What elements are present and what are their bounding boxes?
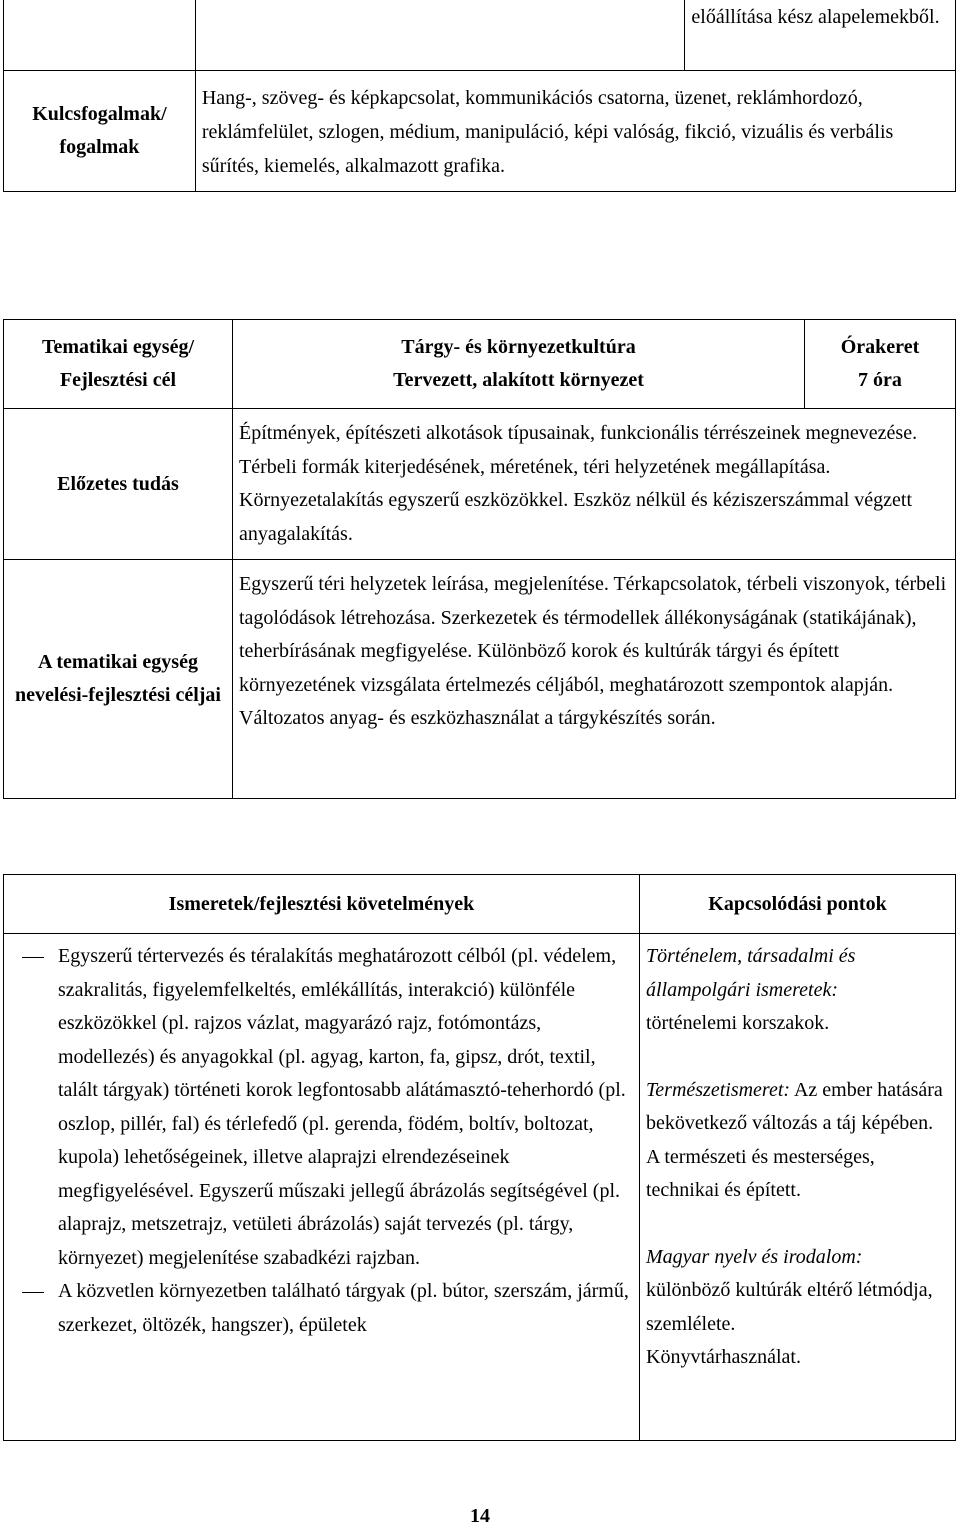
link-literature-text2: Könyvtárhasználat. <box>646 1346 801 1368</box>
links-list <box>640 934 956 1441</box>
production-cell: előállítása kész alapelemekből. <box>685 0 956 70</box>
unit-header-label: Tematikai egység/ Fejlesztési cél <box>4 320 233 409</box>
page-number: 14 <box>470 1505 490 1527</box>
requirement-item <box>14 1275 635 1342</box>
link-literature-subject: Magyar nyelv és irodalom: <box>646 1245 863 1268</box>
requirements-list <box>4 934 640 1441</box>
link-science-text: Az ember hatására bekövetkező változás a táj képében. <box>646 1078 943 1134</box>
empty-cell <box>195 0 685 70</box>
unit-title-line1: Tárgy- és környezetkultúra <box>401 336 636 358</box>
unit-title <box>233 320 805 409</box>
goals-label: A tematikai egység nevelési-fejlesztési céljai <box>4 560 233 799</box>
unit-table <box>3 319 956 799</box>
link-history-text: történelemi korszakok. <box>646 1012 830 1034</box>
empty-cell <box>4 0 196 70</box>
prior-knowledge-text: Építmények, építészeti alkotások típusainak, funkcionális térrészeinek megnevezése. Térbeli formák kiterjedésének, méretének, téri helyzetének megállapítása. Környezetalakítás egyszerű eszközökkel. Eszköz nélkül és kéziszerszámmal végzett anyagalakítás. <box>233 409 956 560</box>
link-science-subject: Természetismeret: <box>646 1078 791 1101</box>
link-literature-text: különböző kultúrák eltérő létmódja, szemlélete. <box>646 1279 933 1335</box>
keywords-text: Hang-, szöveg- és képkapcsolat, kommunikációs csatorna, üzenet, reklámhordozó, reklámfelület, szlogen, médium, manipuláció, képi valóság, fikció, vizuális és verbális sűrítés, kiemelés, alkalmazott grafika. <box>195 70 955 191</box>
hours-label: Órakeret <box>840 336 920 358</box>
keywords-label: Kulcsfogalmak/ fogalmak <box>4 70 196 191</box>
requirements-header: Ismeretek/fejlesztési követelmények <box>4 875 640 934</box>
requirement-item <box>14 940 635 1275</box>
dash-bullet <box>14 1275 58 1342</box>
prior-knowledge-label: Előzetes tudás <box>4 409 233 560</box>
goals-text: Egyszerű téri helyzetek leírása, megjelenítése. Térkapcsolatok, térbeli viszonyok, térbeli tagolódások létrehozása. Szerkezetek és térmodellek állékonyságának (statikájának), teherbírásának megfigyelése. Különböző korok és kultúrák tárgyi és épített környezetének vizsgálata értelmezés céljából, meghatározott szempontok alapján. Változatos anyag- és eszközhasználat a tárgykészítés során. <box>233 560 956 799</box>
requirement-text: A közvetlen környezetben található tárgyak (pl. bútor, szerszám, jármű, szerkezet, öltözék, hangszer), épületek <box>58 1280 629 1336</box>
link-history-subject: Történelem, társadalmi és állampolgári ismeretek: <box>646 945 856 1001</box>
hours-cell <box>805 320 956 409</box>
requirements-table <box>3 874 956 1441</box>
link-science <box>646 1074 949 1141</box>
links-header: Kapcsolódási pontok <box>640 875 956 934</box>
unit-title-line2: Tervezett, alakított környezet <box>393 369 644 391</box>
link-science-text2: A természeti és mesterséges, technikai és épített. <box>646 1145 875 1201</box>
keywords-table <box>3 0 956 192</box>
dash-bullet <box>14 940 58 1275</box>
requirement-text: Egyszerű tértervezés és téralakítás meghatározott célból (pl. védelem, szakralitás, figyelemfelkeltés, emlékállítás, interakció) különféle eszközökkel (pl. rajzos vázlat, magyarázó rajz, fotómontázs, modellezés) és anyagokkal (pl. agyag, karton, fa, gipsz, drót, textil, talált tárgyak) történeti korok legfontosabb alátámasztó-teherhordó (pl. oszlop, pillér, fal) és térlefedő (pl. gerenda, födém, boltív, boltozat, kupola) lehetőségeinek, illetve alaprajzi elrendezéseinek megfigyelésével. Egyszerű műszaki jellegű ábrázolás segítségével (pl. alaprajz, metszetrajz, vetületi ábrázolás) saját tervezés (pl. tárgy, környezet) megjelenítése szabadkézi rajzban. <box>58 945 626 1269</box>
hours-value: 7 óra <box>858 369 902 391</box>
